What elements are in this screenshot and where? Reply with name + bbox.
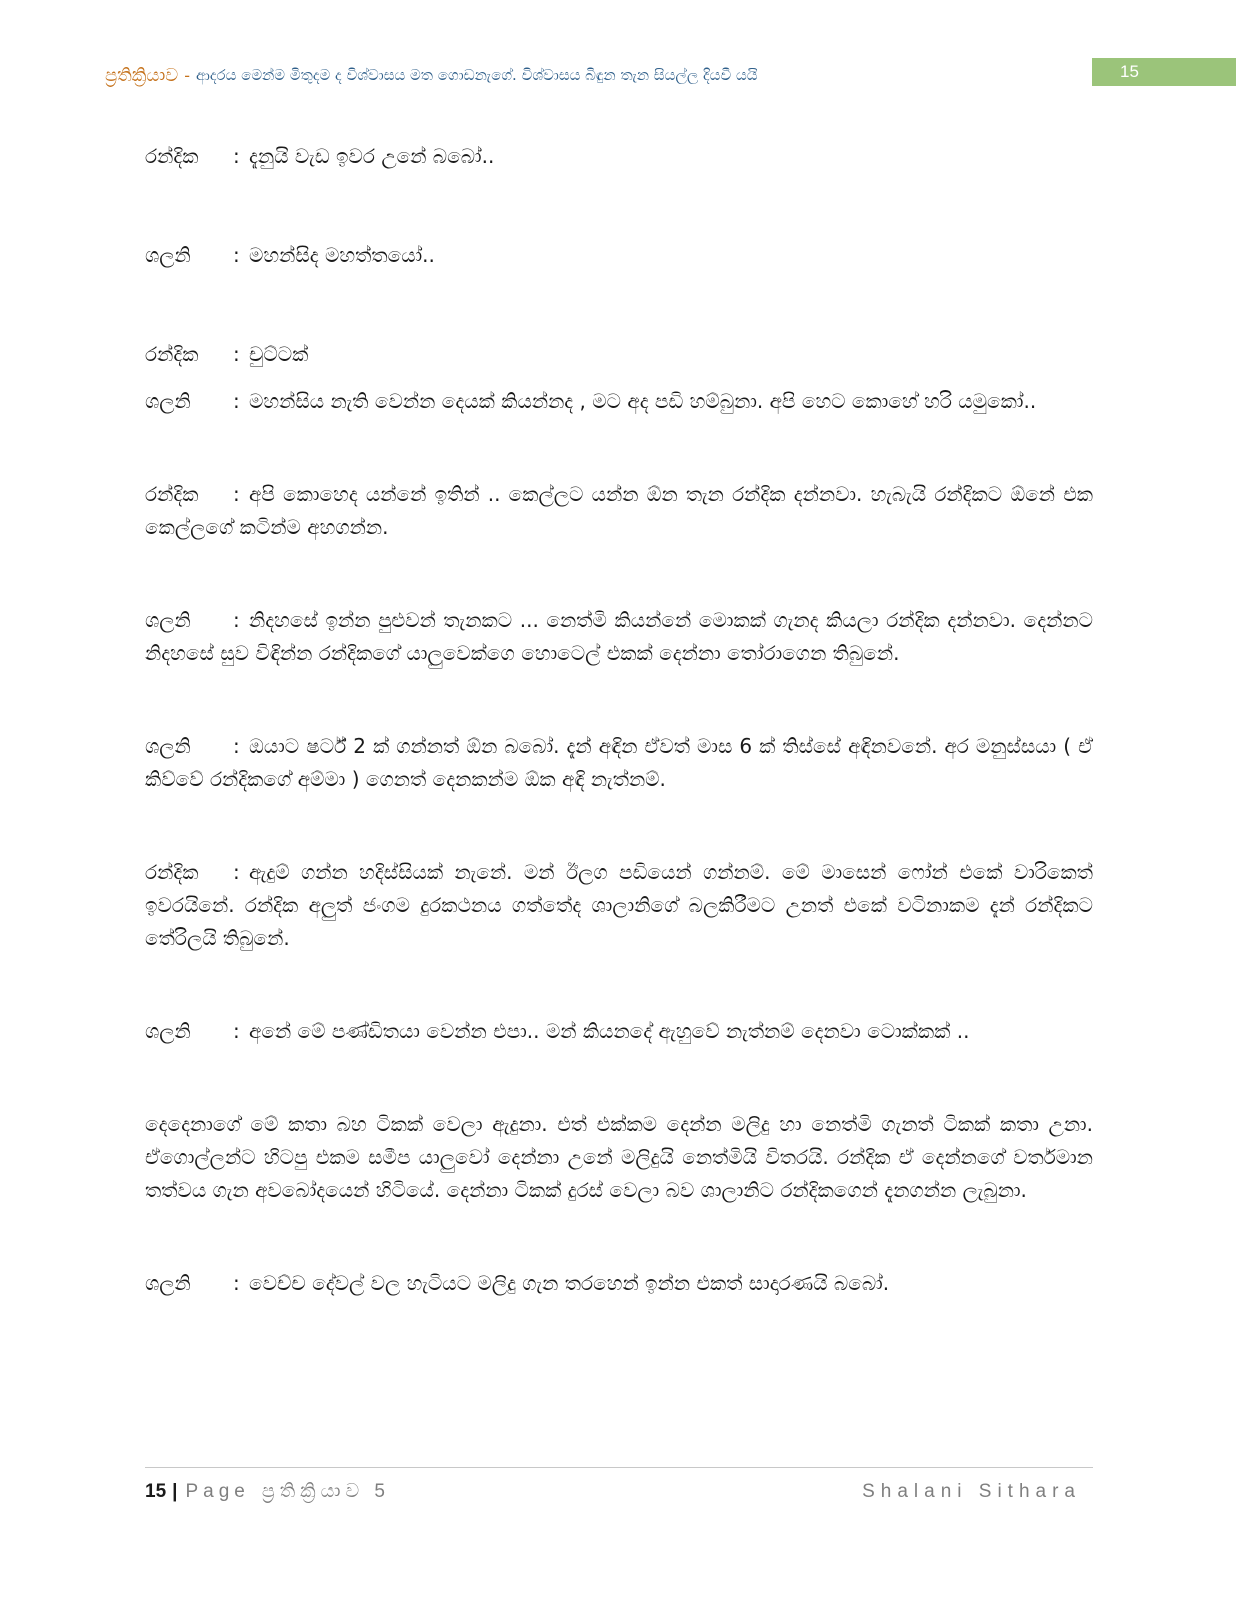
speaker-name: රන්දික xyxy=(145,860,199,884)
dialogue-text: චුට්ටක් xyxy=(249,342,309,366)
dialogue-line: ශලනි : වෙච්ච දේවල් වල හැටියට මලිදු ගැන තරහෙන් ඉන්න එකත් සාදාරණයි බබෝ. xyxy=(145,1267,1093,1300)
speaker-name: ශලනි xyxy=(145,734,191,758)
narration-paragraph xyxy=(145,1108,1093,1207)
dialogue-text: නිදහසේ ඉන්න පුළුවන් තැනකට ... නෙත්මි කියන්නේ මොකක් ගැනද කියලා රන්දික දන්නවා. දෙන්නට නිදහසේ සුව විඳින්න රන්දිකගේ යාලුවෙක්ගෙ හොටෙල් එකක් දෙන්නා තෝරාගෙන තිබුනේ. xyxy=(145,608,1093,665)
footer-series-title: ප්‍රතික්‍රියාව 5 xyxy=(261,1481,390,1502)
dialogue-text: ඔයාට ෂර්ට් 2 ක් ගන්නත් ඕන බබෝ. දැන් අඳින ඒවත් මාස 6 ක් තිස්සේ අඳිනවනේ. අර මනුස්සයා ( ඒ කිව්වේ රන්දිකගේ අම්මා ) ගෙනත් දෙනකන්ම ඕක අඳි නැත්නම්. xyxy=(145,734,1093,791)
footer-author: Shalani Sithara xyxy=(862,1481,1081,1502)
dialogue-line: ශලනි : අනේ මේ පණ්ඩිතයා වෙන්න එපා.. මන් කියනදේ ඇහුවේ නැත්නම් දෙනවා ටොක්කක් .. xyxy=(145,1015,1093,1048)
footer-page-word: Page xyxy=(185,1481,250,1502)
dialogue-line: ශලනි : ඔයාට ෂර්ට් 2 ක් ගන්නත් ඕන බබෝ. දැන් අඳින ඒවත් මාස 6 ක් තිස්සේ අඳිනවනේ. අර මනුස්සයා ( ඒ කිව්වේ රන්දිකගේ අම්මා ) ගෙනත් දෙනකන්ම ඕක අඳි නැත්නම්. xyxy=(145,730,1093,796)
dialogue-line: ශලනි : මහන්සිය නැති වෙන්න දෙයක් කියන්නද , මට අද පඩි හම්බුනා. අපි හෙට කොහේ හරි යමුකෝ.. xyxy=(145,385,1093,418)
page-body xyxy=(145,140,1093,1300)
narration-text: දෙදෙනාගේ මේ කතා බහ ටිකක් වෙලා ඇදුනා. එත් එක්කම දෙන්න මලිදු හා නෙත්මි ගැනත් ටිකක් කතා උනා. ඒගොල්ලන්ට හිටපු එකම සමීප යාලුවෝ දෙන්නා උනේ මලිදුයි නෙත්මියි විතරයි. රන්දික ඒ දෙන්නගේ වර්තමාන තත්වය ගැන අවබෝදයෙන් හිටියේ. දෙන්නා ටිකක් දුරස් වෙලා බව ශාලානිට රන්දිකගෙන් දැනගන්න ලැබුනා. xyxy=(145,1112,1093,1202)
header-separator: - xyxy=(184,65,191,85)
page-footer xyxy=(145,1477,1093,1507)
dialogue-line: රන්දික : ඇදුම් ගන්න හදිස්සියක් නැනේ. මන් ඊලග පඩියෙන් ගන්නම්. මේ මාසෙන් ෆෝන් එකේ වාරිකෙත් ඉවරයිනේ. රන්දික අලුත් ජංගම දුරකථනය ගත්තේද ශාලානිගේ බලකිරීමට උනත් එකේ වටිනාකම දැන් රන්දිකට තේරිලයි තිබුනේ. xyxy=(145,856,1093,955)
dialogue-text: දැනුයි වැඩ ඉවර උනේ බබෝ.. xyxy=(249,144,495,168)
dialogue-line: ශලනි : නිදහසේ ඉන්න පුළුවන් තැනකට ... නෙත්මි කියන්නේ මොකක් ගැනද කියලා රන්දික දන්නවා. දෙන්නට නිදහසේ සුව විඳින්න රන්දිකගේ යාලුවෙක්ගෙ හොටෙල් එකක් දෙන්නා තෝරාගෙන තිබුනේ. xyxy=(145,604,1093,670)
dialogue-line: රන්දික : දැනුයි වැඩ ඉවර උනේ බබෝ.. xyxy=(145,140,1093,173)
dialogue-text: මහන්සිය නැති වෙන්න දෙයක් කියන්නද , මට අද පඩි හම්බුනා. අපි හෙට කොහේ හරි යමුකෝ.. xyxy=(249,389,1037,413)
speaker-name: ශලනි xyxy=(145,608,191,632)
running-header xyxy=(105,60,1085,90)
speaker-name: ශලනි xyxy=(145,389,191,413)
page-number-badge: 15 xyxy=(1092,58,1236,86)
footer-bar: | xyxy=(172,1481,178,1502)
dialogue-text: අපි කොහෙද යන්නේ ඉතින් .. කෙල්ලට යන්න ඕන තැන රන්දික දන්නවා. හැබැයි රන්දිකට ඕනේ එක කෙල්ලගේ කටින්ම අහගන්න. xyxy=(145,482,1093,539)
speaker-name: ශලනි xyxy=(145,1271,191,1295)
book-title: ප්‍රතික්‍රියාව xyxy=(105,64,179,86)
speaker-name: ශලනි xyxy=(145,243,191,267)
dialogue-text: වෙච්ච දේවල් වල හැටියට මලිදු ගැන තරහෙන් ඉන්න එකත් සාදාරණයි බබෝ. xyxy=(249,1271,890,1295)
speaker-name: ශලනි xyxy=(145,1019,191,1043)
footer-divider xyxy=(145,1467,1093,1468)
dialogue-text: මහන්සිද මහත්තයෝ.. xyxy=(249,243,435,267)
header-tagline: ආදරය මෙන්ම මිතුදම ද විශ්වාසය මත ගොඩනැගේ. විශ්වාසය බිඳුන තැන සියල්ල දියවී යයි xyxy=(196,66,758,84)
speaker-name: රන්දික xyxy=(145,342,199,366)
speaker-name: රන්දික xyxy=(145,144,199,168)
footer-page-number: 15 xyxy=(145,1481,167,1502)
dialogue-text: අනේ මේ පණ්ඩිතයා වෙන්න එපා.. මන් කියනදේ ඇහුවේ නැත්නම් දෙනවා ටොක්කක් .. xyxy=(249,1019,970,1043)
speaker-name: රන්දික xyxy=(145,482,199,506)
dialogue-line: ශලනි : මහන්සිද මහත්තයෝ.. xyxy=(145,239,1093,272)
dialogue-text: ඇදුම් ගන්න හදිස්සියක් නැනේ. මන් ඊලග පඩියෙන් ගන්නම්. මේ මාසෙන් ෆෝන් එකේ වාරිකෙත් ඉවරයිනේ. රන්දික අලුත් ජංගම දුරකථනය ගත්තේද ශාලානිගේ බලකිරීමට උනත් එකේ වටිනාකම දැන් රන්දිකට තේරිලයි තිබුනේ. xyxy=(145,860,1093,950)
dialogue-line: රන්දික : අපි කොහෙද යන්නේ ඉතින් .. කෙල්ලට යන්න ඕන තැන රන්දික දන්නවා. හැබැයි රන්දිකට ඕනේ එක කෙල්ලගේ කටින්ම අහගන්න. xyxy=(145,478,1093,544)
dialogue-line: රන්දික : චුට්ටක් xyxy=(145,338,1093,371)
